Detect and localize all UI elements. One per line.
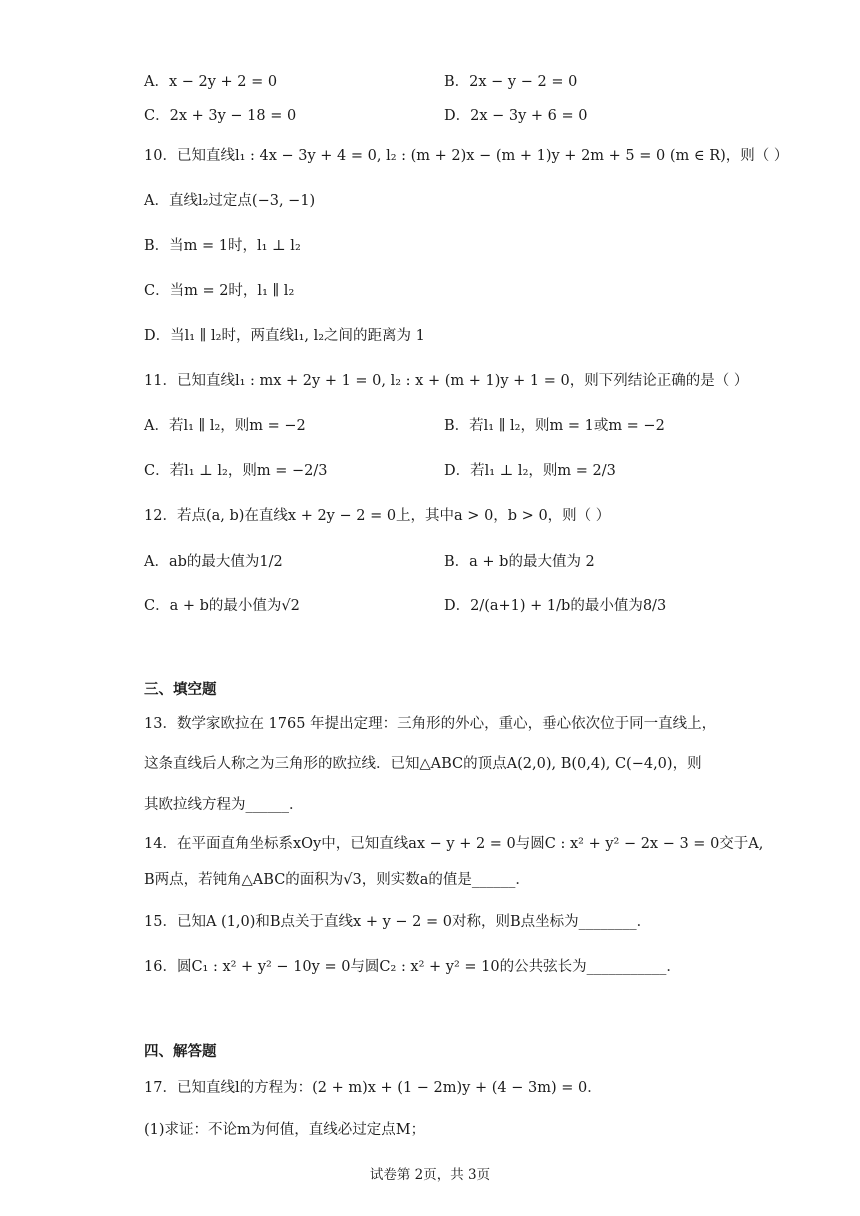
question-15: 15．已知A (1,0)和B点关于直线x + y − 2 = 0对称，则B点坐标为________． bbox=[144, 914, 652, 930]
q10-option-d: D．当l₁ ∥ l₂时，两直线l₁, l₂之间的距离为 1 bbox=[144, 328, 425, 344]
q14-line-2: B两点，若钝角△ABC的面积为√3，则实数a的值是______． bbox=[144, 872, 530, 888]
q13-line-2: 这条直线后人称之为三角形的欧拉线．已知△ABC的顶点A(2,0), B(0,4), C(−4,0)，则 bbox=[144, 756, 702, 772]
q12-option-c: C．a + b的最小值为√2 bbox=[144, 598, 300, 614]
q12-option-a: A．ab的最大值为1/2 bbox=[144, 554, 283, 570]
q9-option-a: A．x − 2y + 2 = 0 bbox=[144, 74, 278, 90]
q9-option-d: D．2x − 3y + 6 = 0 bbox=[444, 108, 588, 124]
q12-option-d: D．2/(a+1) + 1/b的最小值为8/3 bbox=[444, 598, 667, 614]
q10-option-c: C．当m = 2时，l₁ ∥ l₂ bbox=[144, 283, 295, 299]
q11-option-a: A．若l₁ ∥ l₂，则m = −2 bbox=[144, 418, 306, 434]
q13-line-1: 13．数学家欧拉在 1765 年提出定理：三角形的外心，重心，垂心依次位于同一直线上， bbox=[144, 716, 717, 732]
q17-stem: 17．已知直线l的方程为：(2 + m)x + (1 − 2m)y + (4 − 3m) = 0． bbox=[144, 1080, 602, 1096]
q17-part-1: (1)求证：不论m为何值，直线必过定点M； bbox=[144, 1122, 426, 1138]
section-heading-fill-blank: 三、填空题 bbox=[144, 682, 217, 698]
q9-option-c: C．2x + 3y − 18 = 0 bbox=[144, 108, 297, 124]
section-heading-solve: 四、解答题 bbox=[144, 1044, 217, 1060]
q11-option-d: D．若l₁ ⊥ l₂，则m = 2/3 bbox=[444, 463, 616, 479]
q12-stem: 12．若点(a, b)在直线x + 2y − 2 = 0上，其中a > 0，b > 0，则（ ） bbox=[144, 508, 611, 524]
q11-option-b: B．若l₁ ∥ l₂，则m = 1或m = −2 bbox=[444, 418, 665, 434]
q10-option-b: B．当m = 1时，l₁ ⊥ l₂ bbox=[144, 238, 301, 254]
q12-option-b: B．a + b的最大值为 2 bbox=[444, 554, 595, 570]
q10-stem: 10．已知直线l₁ : 4x − 3y + 4 = 0, l₂ : (m + 2)x − (m + 1)y + 2m + 5 = 0 (m ∈ R)，则（ ） bbox=[144, 148, 789, 164]
question-16: 16．圆C₁ : x² + y² − 10y = 0与圆C₂ : x² + y² = 10的公共弦长为___________． bbox=[144, 959, 681, 975]
q10-option-a: A．直线l₂过定点(−3, −1) bbox=[144, 193, 316, 209]
q11-option-c: C．若l₁ ⊥ l₂，则m = −2/3 bbox=[144, 463, 328, 479]
q11-stem: 11．已知直线l₁ : mx + 2y + 1 = 0, l₂ : x + (m + 1)y + 1 = 0，则下列结论正确的是（ ） bbox=[144, 373, 749, 389]
q14-line-1: 14．在平面直角坐标系xOy中，已知直线ax − y + 2 = 0与圆C : x² + y² − 2x − 3 = 0交于A, bbox=[144, 836, 764, 852]
q13-line-3: 其欧拉线方程为______． bbox=[144, 797, 304, 813]
q9-option-b: B．2x − y − 2 = 0 bbox=[444, 74, 578, 90]
page-footer: 试卷第 2页，共 3页 bbox=[369, 1167, 491, 1183]
